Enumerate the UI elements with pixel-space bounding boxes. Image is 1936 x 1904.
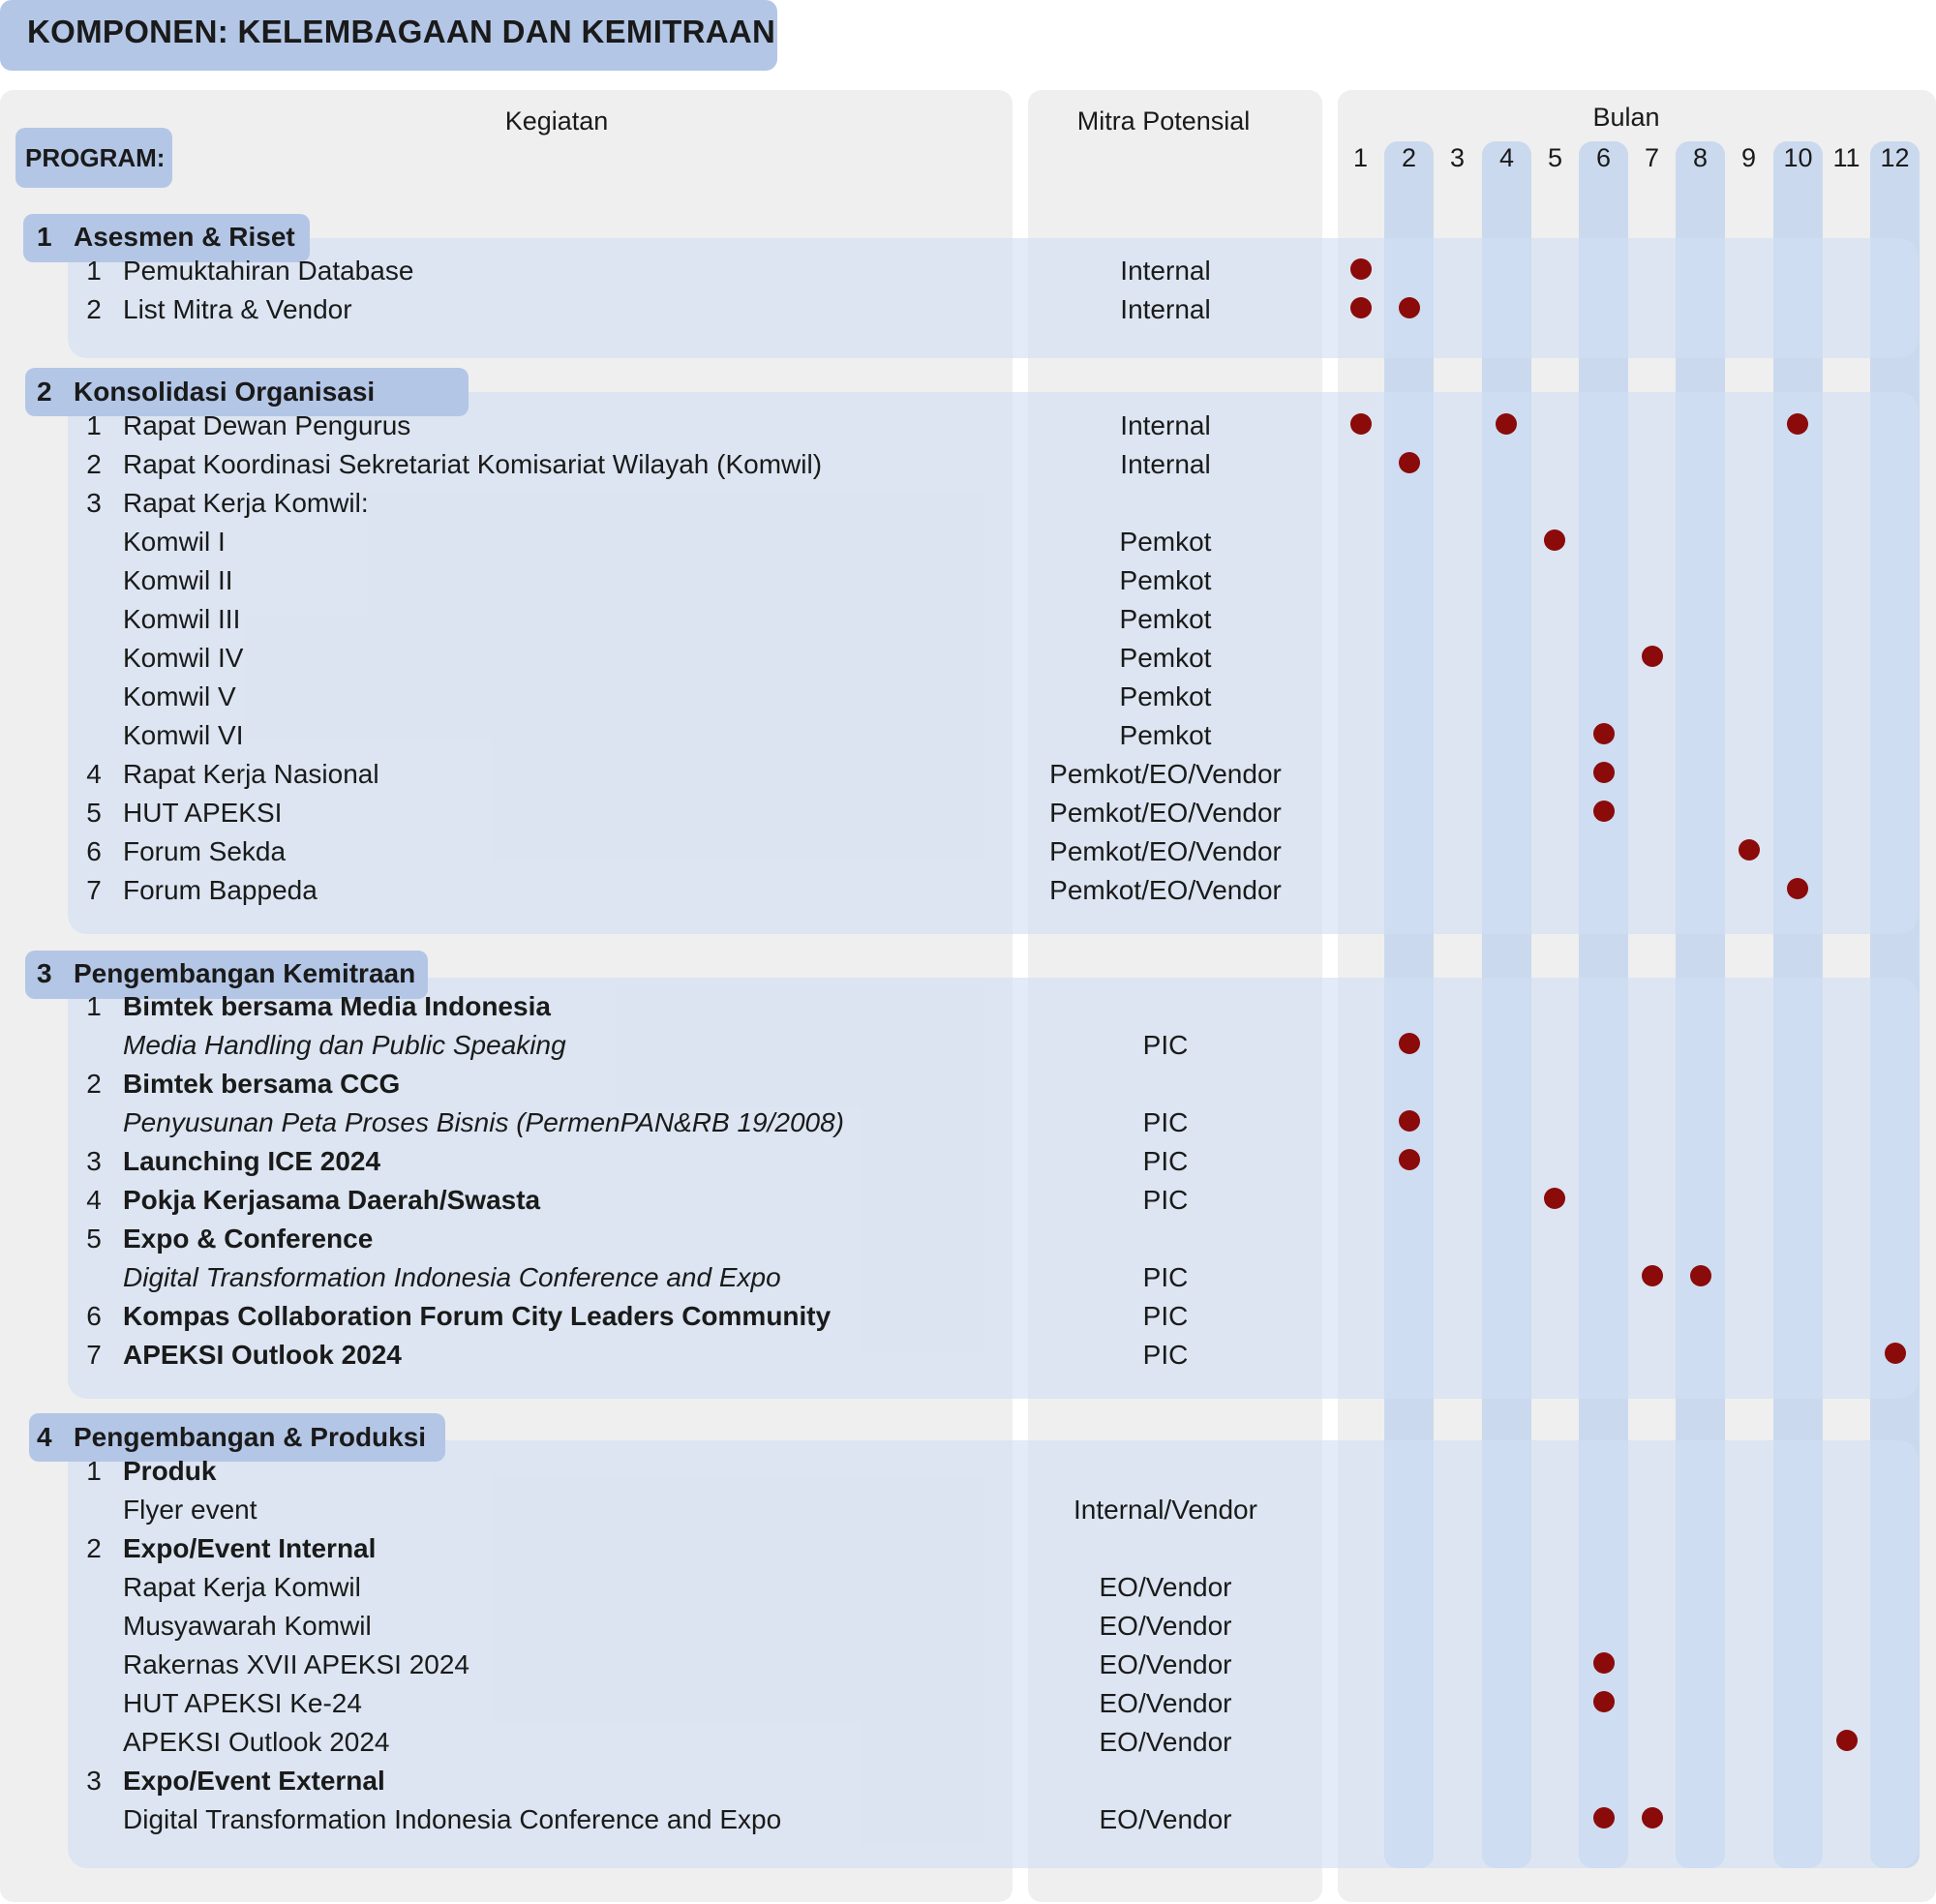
activity-label: Penyusunan Peta Proses Bisnis (PermenPAN&RB 19/2008)	[123, 1107, 844, 1137]
schedule-dot	[1593, 1652, 1615, 1674]
mitra-value: PIC	[1142, 1185, 1189, 1215]
activity-label: HUT APEKSI Ke-24	[123, 1688, 362, 1718]
mitra-value: Pemkot	[1119, 643, 1212, 673]
activity-label: Rapat Dewan Pengurus	[123, 410, 411, 440]
row-number: 7	[86, 1340, 102, 1370]
mitra-value: EO/Vendor	[1099, 1611, 1232, 1641]
row-number: 5	[86, 798, 102, 828]
row-number: 3	[86, 1766, 102, 1796]
row-number: 1	[86, 256, 102, 286]
month-number: 6	[1595, 143, 1612, 172]
schedule-dot	[1885, 1343, 1906, 1364]
activity-label: Komwil I	[123, 527, 226, 557]
mitra-value: EO/Vendor	[1099, 1688, 1232, 1718]
row-number: 1	[86, 991, 102, 1021]
mitra-value: Internal	[1120, 449, 1211, 479]
section-title: Asesmen & Riset	[74, 222, 295, 252]
program-label: PROGRAM:	[25, 143, 166, 172]
activity-label: Komwil VI	[123, 720, 244, 750]
bulan-header: Bulan	[1592, 103, 1660, 132]
schedule-dot	[1350, 258, 1372, 280]
schedule-dot	[1399, 452, 1420, 473]
schedule-dot	[1593, 1807, 1615, 1828]
month-number: 12	[1880, 143, 1910, 172]
schedule-dot	[1593, 723, 1615, 744]
month-number: 4	[1498, 143, 1515, 172]
activity-label: Expo & Conference	[123, 1224, 374, 1254]
month-number: 1	[1352, 143, 1369, 172]
month-number: 9	[1740, 143, 1757, 172]
schedule-dot	[1642, 646, 1663, 667]
schedule-dot	[1836, 1730, 1858, 1751]
activity-label: Musyawarah Komwil	[123, 1611, 372, 1641]
activity-label: Produk	[123, 1456, 217, 1486]
mitra-value: PIC	[1142, 1107, 1189, 1137]
activity-label: Rapat Kerja Komwil:	[123, 488, 369, 518]
schedule-dot	[1690, 1265, 1711, 1286]
kegiatan-header: Kegiatan	[504, 106, 609, 136]
row-number: 3	[86, 1146, 102, 1176]
mitra-value: PIC	[1142, 1030, 1189, 1060]
mitra-value: EO/Vendor	[1099, 1804, 1232, 1834]
activity-label: Komwil IV	[123, 643, 244, 673]
row-number: 7	[86, 875, 102, 905]
month-number: 5	[1547, 143, 1563, 172]
activity-label: Komwil III	[123, 604, 241, 634]
section-number: 3	[37, 958, 52, 988]
schedule-dot	[1399, 1033, 1420, 1054]
activity-label: Launching ICE 2024	[123, 1146, 381, 1176]
row-number: 6	[86, 836, 102, 866]
schedule-dot	[1593, 762, 1615, 783]
schedule-dot	[1642, 1807, 1663, 1828]
row-number: 2	[86, 1069, 102, 1099]
mitra-value: PIC	[1142, 1146, 1189, 1176]
schedule-dot	[1399, 1149, 1420, 1170]
activity-label: Flyer event	[123, 1495, 257, 1525]
schedule-dot	[1399, 297, 1420, 318]
activity-label: Pokja Kerjasama Daerah/Swasta	[123, 1185, 541, 1215]
mitra-value: PIC	[1142, 1340, 1189, 1370]
activity-label: Komwil II	[123, 565, 233, 595]
mitra-value: EO/Vendor	[1099, 1727, 1232, 1757]
activity-label: Rapat Kerja Komwil	[123, 1572, 361, 1602]
row-number: 3	[86, 488, 102, 518]
section-number: 1	[37, 222, 52, 252]
section-title: Konsolidasi Organisasi	[74, 377, 376, 407]
row-number: 1	[86, 410, 102, 440]
mitra-value: Pemkot/EO/Vendor	[1049, 836, 1282, 866]
mitra-value: Pemkot	[1119, 565, 1212, 595]
activity-label: APEKSI Outlook 2024	[123, 1727, 390, 1757]
activity-label: Komwil V	[123, 681, 236, 711]
activity-label: Bimtek bersama Media Indonesia	[123, 991, 551, 1021]
mitra-value: Pemkot	[1119, 604, 1212, 634]
month-number: 8	[1692, 143, 1709, 172]
mitra-value: Internal	[1120, 294, 1211, 324]
schedule-dot	[1642, 1265, 1663, 1286]
row-number: 2	[86, 294, 102, 324]
activity-label: Expo/Event Internal	[123, 1533, 377, 1563]
activity-label: Pemuktahiran Database	[123, 256, 414, 286]
activity-label: Digital Transformation Indonesia Conference and Expo	[123, 1804, 782, 1834]
schedule-dot	[1739, 839, 1760, 861]
schedule-dot	[1593, 1691, 1615, 1712]
month-number: 3	[1449, 143, 1466, 172]
activity-label: Expo/Event External	[123, 1766, 385, 1796]
mitra-value: Internal	[1120, 410, 1211, 440]
activity-label: Forum Sekda	[123, 836, 287, 866]
schedule-dot	[1399, 1110, 1420, 1132]
activity-label: Bimtek bersama CCG	[123, 1069, 401, 1099]
section-title: Pengembangan & Produksi	[74, 1422, 427, 1452]
mitra-value: EO/Vendor	[1099, 1572, 1232, 1602]
mitra-header: Mitra Potensial	[1076, 106, 1251, 136]
month-number: 7	[1644, 143, 1660, 172]
activity-label: Digital Transformation Indonesia Conference and Expo	[123, 1262, 781, 1292]
section-number: 2	[37, 377, 52, 407]
row-number: 4	[86, 1185, 102, 1215]
activity-label: Kompas Collaboration Forum City Leaders Community	[123, 1301, 832, 1331]
mitra-value: Pemkot/EO/Vendor	[1049, 875, 1282, 905]
mitra-value: Internal/Vendor	[1074, 1495, 1257, 1525]
mitra-value: Pemkot	[1119, 720, 1212, 750]
mitra-value: Pemkot	[1119, 527, 1212, 557]
month-number: 2	[1401, 143, 1417, 172]
row-number: 6	[86, 1301, 102, 1331]
page-title: KOMPONEN: KELEMBAGAAN DAN KEMITRAAN	[27, 14, 776, 49]
row-number: 4	[86, 759, 102, 789]
activity-label: Rapat Koordinasi Sekretariat Komisariat Wilayah (Komwil)	[123, 449, 823, 479]
row-number: 5	[86, 1224, 102, 1254]
activity-label: Rakernas XVII APEKSI 2024	[123, 1649, 469, 1679]
schedule-dot	[1350, 413, 1372, 435]
schedule-dot	[1350, 297, 1372, 318]
schedule-dot	[1496, 413, 1517, 435]
activity-label: List Mitra & Vendor	[123, 294, 352, 324]
mitra-value: Pemkot	[1119, 681, 1212, 711]
schedule-dot	[1593, 801, 1615, 822]
activity-label: HUT APEKSI	[123, 798, 283, 828]
activity-label: APEKSI Outlook 2024	[123, 1340, 402, 1370]
mitra-value: Pemkot/EO/Vendor	[1049, 759, 1282, 789]
section-title: Pengembangan Kemitraan	[74, 958, 416, 988]
activity-label: Forum Bappeda	[123, 875, 318, 905]
row-number: 2	[86, 1533, 102, 1563]
mitra-value: PIC	[1142, 1301, 1189, 1331]
month-number: 10	[1783, 143, 1813, 172]
mitra-value: Internal	[1120, 256, 1211, 286]
mitra-value: EO/Vendor	[1099, 1649, 1232, 1679]
activity-label: Rapat Kerja Nasional	[123, 759, 379, 789]
month-number: 11	[1832, 143, 1860, 172]
mitra-value: Pemkot/EO/Vendor	[1049, 798, 1282, 828]
row-number: 1	[86, 1456, 102, 1486]
row-number: 2	[86, 449, 102, 479]
section-number: 4	[37, 1422, 52, 1452]
activity-label: Media Handling dan Public Speaking	[123, 1030, 566, 1060]
mitra-value: PIC	[1142, 1262, 1189, 1292]
